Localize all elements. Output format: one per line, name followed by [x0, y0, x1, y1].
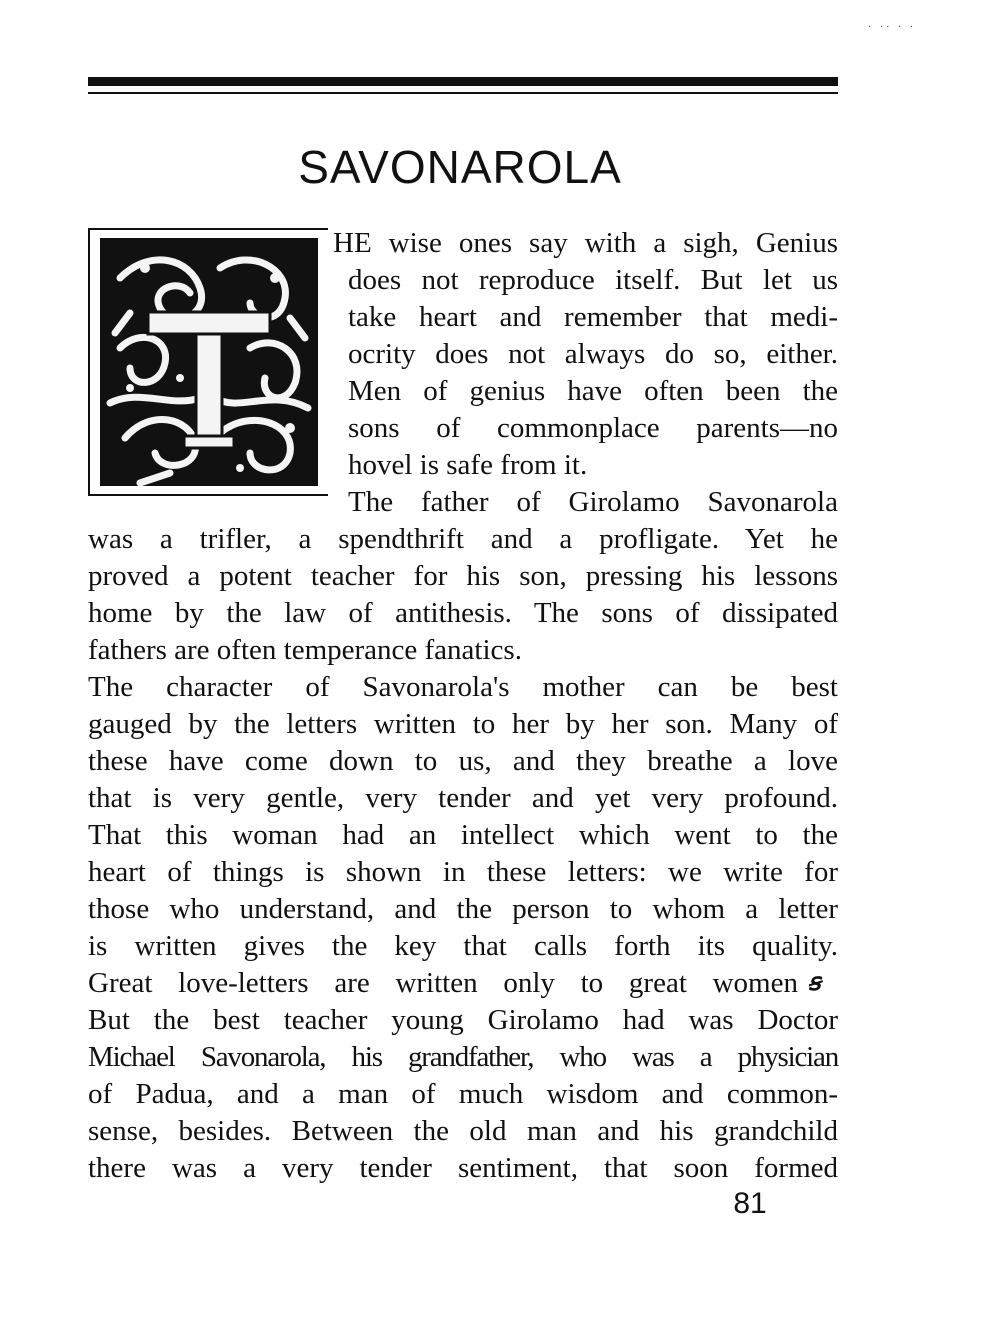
text-line: that is very gentle, very tender and yet very profound. — [88, 782, 838, 814]
text-line: sense, besides. Between the old man and his grandchild — [88, 1115, 838, 1147]
print-specks: · ·· · · — [868, 22, 917, 33]
text-line: does not reproduce itself. But let us — [348, 264, 838, 296]
text-line: The character of Savonarola's mother can be best — [88, 671, 838, 703]
text-line: Michael Savonarola, his grandfather, who was a physician — [88, 1041, 838, 1073]
text-line: That this woman had an intellect which went to the — [88, 819, 838, 851]
text-line: heart of things is shown in these letters: we write for — [88, 856, 838, 888]
text-line: HE wise ones say with a sigh, Genius — [333, 227, 838, 259]
text-line: fathers are often temperance fanatics. — [88, 634, 522, 666]
text-line: sons of commonplace parents—no — [348, 412, 838, 444]
text-line: The father of Girolamo Savonarola — [348, 486, 838, 518]
text-line: hovel is safe from it. — [348, 449, 588, 481]
text-line: was a trifler, a spendthrift and a profligate. Yet he — [88, 523, 838, 555]
text-line: But the best teacher young Girolamo had was Doctor — [88, 1004, 838, 1036]
page-title: SAVONAROLA — [298, 141, 622, 193]
page-number: 81 — [733, 1187, 767, 1220]
text-line: Great love-letters are written only to great women — [88, 967, 798, 999]
text-line: Men of genius have often been the — [348, 375, 838, 407]
text-line: these have come down to us, and they breathe a love — [88, 745, 838, 777]
text-line: of Padua, and a man of much wisdom and common- — [88, 1078, 838, 1110]
text-line: home by the law of antithesis. The sons of dissipated — [88, 597, 838, 629]
text-line: there was a very tender sentiment, that soon formed — [88, 1152, 838, 1184]
text-line: ocrity does not always do so, either. — [348, 338, 838, 370]
ornament-mark: ꞩ — [808, 970, 821, 996]
text-line: gauged by the letters written to her by her son. Many of — [88, 708, 838, 740]
dropcap-letter: T — [208, 398, 210, 399]
text-line: proved a potent teacher for his son, pressing his lessons — [88, 560, 838, 592]
text-line: is written gives the key that calls forth its quality. — [88, 930, 838, 962]
text-line: those who understand, and the person to whom a letter — [88, 893, 838, 925]
text-line: take heart and remember that medi- — [348, 301, 838, 333]
